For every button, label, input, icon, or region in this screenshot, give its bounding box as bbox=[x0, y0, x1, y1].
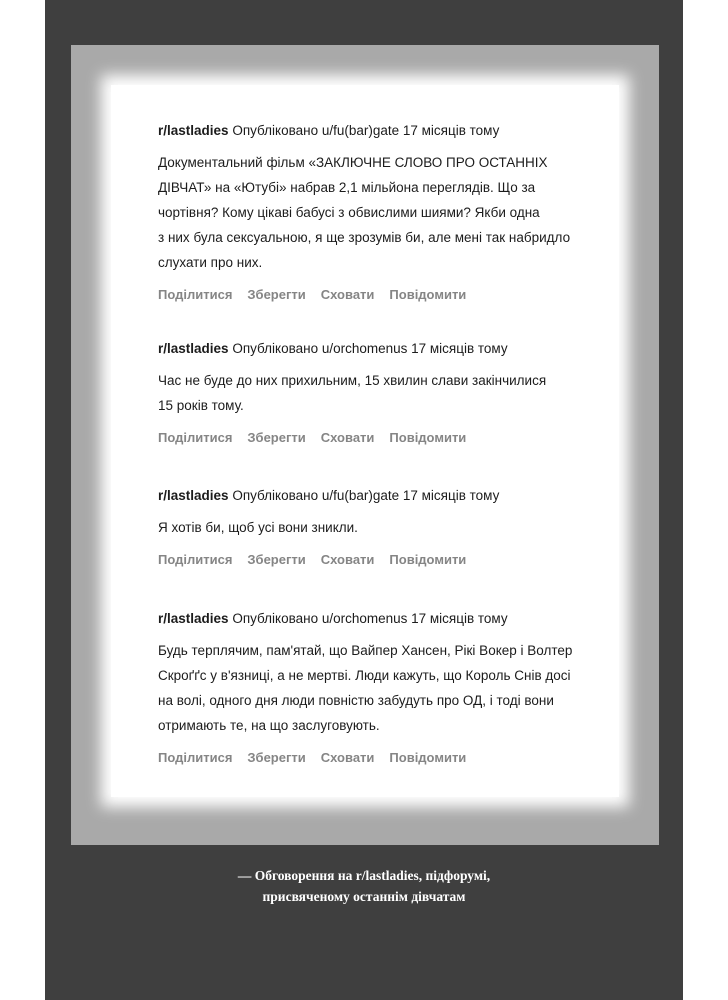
post-body bbox=[158, 515, 598, 540]
forum-post bbox=[158, 609, 598, 768]
post-text-line: Скроґґс у в'язниці, а не мертві. Люди кажуть, що Король Снів досі bbox=[158, 668, 571, 683]
subreddit-link[interactable]: r/lastladies bbox=[158, 123, 229, 138]
post-text-line: отримають те, на що заслуговують. bbox=[158, 718, 380, 733]
forum-post bbox=[158, 121, 598, 305]
hide-button[interactable]: Сховати bbox=[320, 430, 375, 445]
screenshot-frame bbox=[71, 45, 659, 845]
post-header bbox=[158, 609, 598, 629]
post-header bbox=[158, 121, 598, 141]
subreddit-link[interactable]: r/lastladies bbox=[158, 611, 229, 626]
caption-line: — Обговорення на r/lastladies, підфорумі, bbox=[237, 868, 491, 883]
post-text-line: з них була сексуальною, я ще зрозумів би, але мені так набридло bbox=[158, 230, 571, 245]
report-button[interactable]: Повідомити bbox=[389, 287, 467, 302]
figure-caption bbox=[45, 865, 683, 907]
share-button[interactable]: Поділитися bbox=[158, 750, 233, 765]
save-button[interactable]: Зберегти bbox=[247, 552, 306, 567]
post-text-line: на волі, одного дня люди повністю забудуть про ОД, і тоді вони bbox=[158, 693, 554, 708]
post-text-line: чортівня? Кому цікаві бабусі з обвислими шиями? Якби одна bbox=[158, 205, 540, 220]
book-page bbox=[45, 0, 683, 1000]
post-text-line: Документальний фільм «ЗАКЛЮЧНЕ СЛОВО ПРО ОСТАННІХ bbox=[158, 155, 548, 170]
report-button[interactable]: Повідомити bbox=[389, 430, 467, 445]
save-button[interactable]: Зберегти bbox=[247, 287, 306, 302]
subreddit-link[interactable]: r/lastladies bbox=[158, 341, 229, 356]
save-button[interactable]: Зберегти bbox=[247, 750, 306, 765]
share-button[interactable]: Поділитися bbox=[158, 552, 233, 567]
post-text-line: Будь терплячим, пам'ятай, що Вайпер Хансен, Рікі Вокер і Волтер bbox=[158, 643, 573, 658]
post-actions bbox=[158, 285, 598, 305]
post-meta: Опубліковано u/orchomenus 17 місяців тому bbox=[232, 611, 508, 626]
hide-button[interactable]: Сховати bbox=[320, 552, 375, 567]
post-body bbox=[158, 368, 598, 418]
report-button[interactable]: Повідомити bbox=[389, 552, 467, 567]
post-actions bbox=[158, 550, 598, 570]
forum-post bbox=[158, 339, 598, 448]
share-button[interactable]: Поділитися bbox=[158, 430, 233, 445]
post-meta: Опубліковано u/fu(bar)gate 17 місяців тому bbox=[232, 488, 500, 503]
forum-post bbox=[158, 486, 598, 570]
post-header bbox=[158, 486, 598, 506]
report-button[interactable]: Повідомити bbox=[389, 750, 467, 765]
caption-line: присвяченому останнім дівчатам bbox=[262, 889, 466, 904]
post-actions bbox=[158, 428, 598, 448]
save-button[interactable]: Зберегти bbox=[247, 430, 306, 445]
post-body bbox=[158, 638, 598, 738]
post-header bbox=[158, 339, 598, 359]
post-text-line: 15 років тому. bbox=[158, 398, 244, 413]
post-body bbox=[158, 150, 598, 275]
post-text-line: ДІВЧАТ» на «Ютубі» набрав 2,1 мільйона переглядів. Що за bbox=[158, 180, 536, 195]
post-meta: Опубліковано u/fu(bar)gate 17 місяців тому bbox=[232, 123, 500, 138]
subreddit-link[interactable]: r/lastladies bbox=[158, 488, 229, 503]
hide-button[interactable]: Сховати bbox=[320, 750, 375, 765]
post-text-line: слухати про них. bbox=[158, 255, 263, 270]
forum-thread bbox=[111, 85, 619, 797]
share-button[interactable]: Поділитися bbox=[158, 287, 233, 302]
post-text-line: Час не буде до них прихильним, 15 хвилин слави закінчилися bbox=[158, 373, 547, 388]
post-text-line: Я хотів би, щоб усі вони зникли. bbox=[158, 520, 358, 535]
post-actions bbox=[158, 748, 598, 768]
hide-button[interactable]: Сховати bbox=[320, 287, 375, 302]
post-meta: Опубліковано u/orchomenus 17 місяців тому bbox=[232, 341, 508, 356]
